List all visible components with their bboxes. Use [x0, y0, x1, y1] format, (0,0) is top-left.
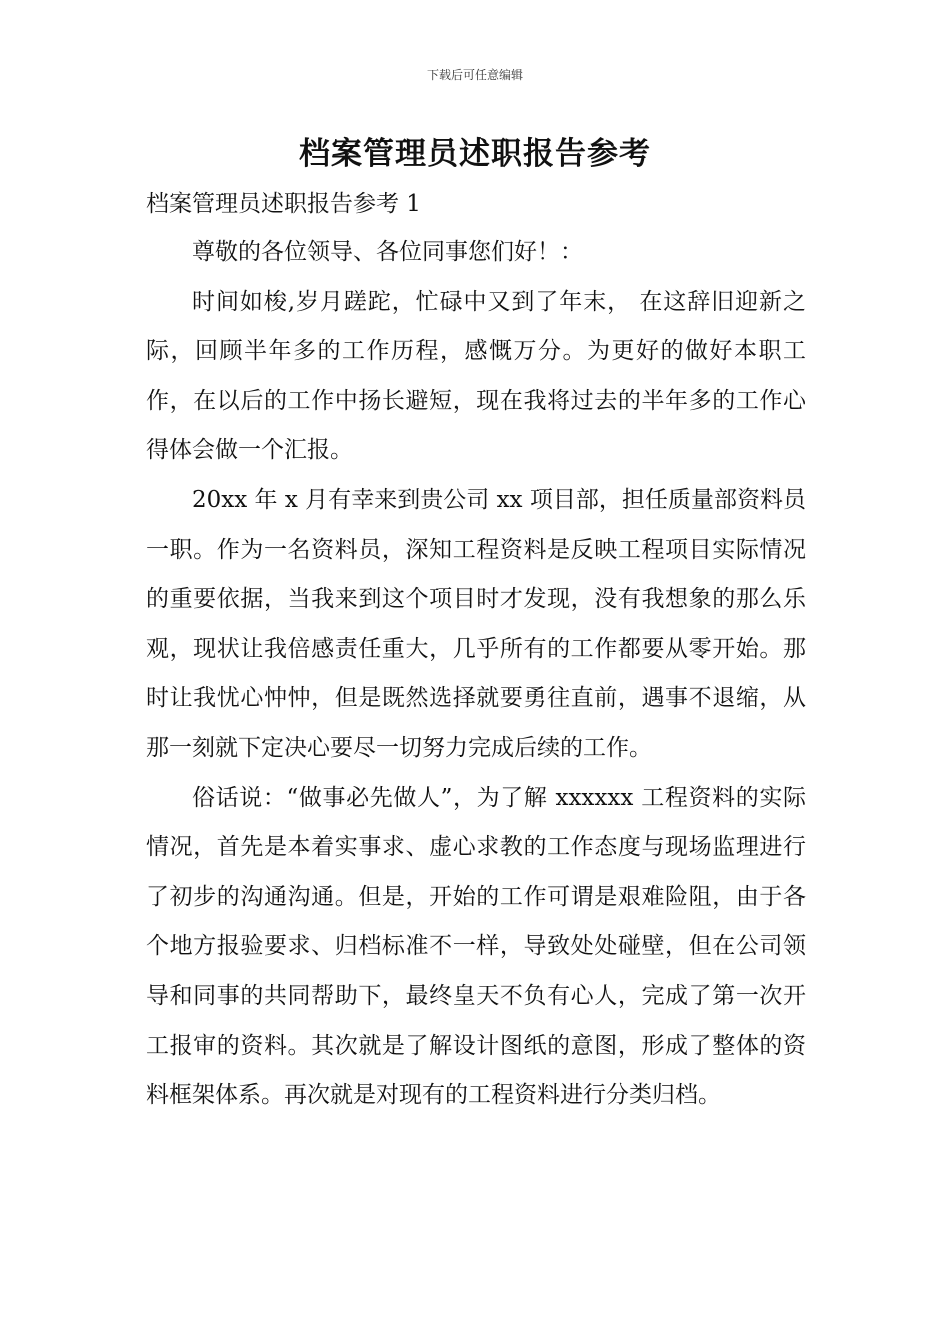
- paragraph-3: 俗话说：“做事必先做人”，为了解 xxxxxx 工程资料的实际情况，首先是本着实事求、虚心求教的工作态度与现场监理进行了初步的沟通沟通。但是，开始的工作可谓是艰难险阻，由于各个地方报验要求、归档标准不一样，导致处处碰壁，但在公司领导和同事的共同帮助下，最终皇天不负有心人，完成了第一次开工报审的资料。其次就是了解设计图纸的意图，形成了整体的资料框架体系。再次就是对现有的工程资料进行分类归档。: [146, 784, 806, 1109]
- section-subtitle: 档案管理员述职报告参考 1: [146, 191, 421, 217]
- header-note: 下载后可任意编辑: [426, 68, 523, 82]
- document-body: [146, 228, 806, 1121]
- document-title: 档案管理员述职报告参考: [299, 136, 651, 172]
- paragraph-1: 时间如梭,岁月蹉跎，忙碌中又到了年末， 在这辞旧迎新之际，回顾半年多的工作历程，感慨万分。为更好的做好本职工作，在以后的工作中扬长避短，现在我将过去的半年多的工作心得体会做一个汇报。: [146, 288, 806, 464]
- paragraph-2: 20xx 年 x 月有幸来到贵公司 xx 项目部，担任质量部资料员一职。作为一名资料员，深知工程资料是反映工程项目实际情况的重要依据，当我来到这个项目时才发现，没有我想象的那么乐观，现状让我倍感责任重大，几乎所有的工作都要从零开始。那时让我忧心忡忡，但是既然选择就要勇往直前，遇事不退缩，从那一刻就下定决心要尽一切努力完成后续的工作。: [146, 486, 806, 761]
- paragraph-greeting: 尊敬的各位领导、各位同事您们好！：: [192, 239, 583, 265]
